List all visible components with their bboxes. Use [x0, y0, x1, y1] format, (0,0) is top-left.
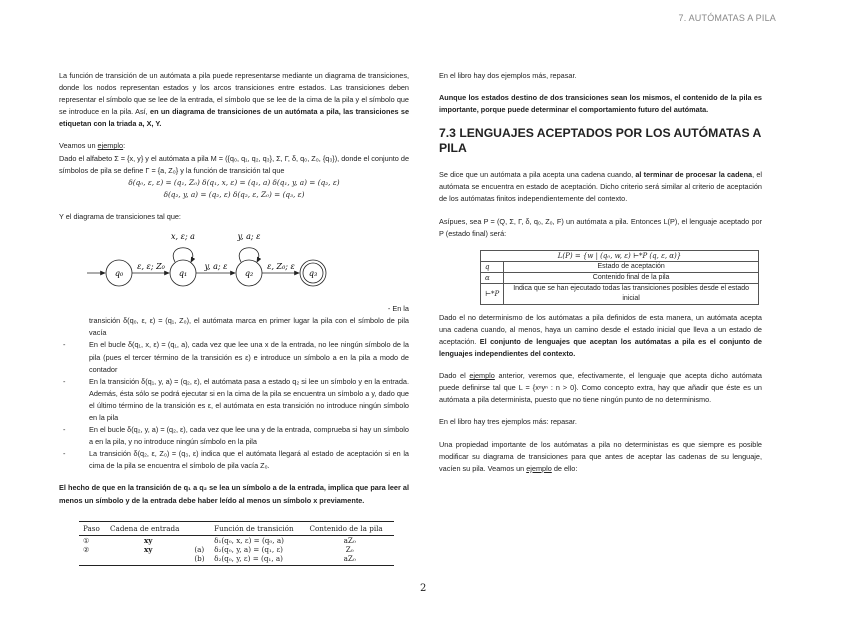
bullet-first-head: - En la	[387, 304, 409, 314]
trace-header: Contenido de la pila	[305, 521, 394, 535]
list-item: - En la transición δ(q₁, y, a) = (q₂, ε), el autómata pasa a estado q₂ si lee un símbolo y en la entrada. Además, ésta sólo se podrá ejecutar si en la cima de la pila se encuentra un símbolo a y, dado que el último término de la transición es ε, el autómata en esta transición no introduce ningún símbolo en la pila	[89, 376, 409, 424]
p6-link[interactable]: ejemplo	[469, 371, 495, 381]
loop1-label: x, ε; a	[171, 232, 195, 242]
p3-text-c: , el autómata se encuentra en estado de aceptación. Dicho criterio será similar al criterio de aceptación de los autómatas finitos independientemente del contexto.	[439, 170, 763, 204]
acceptance-formula: L(P) = {w | (q₀, w, ε) ⊢*P (q, ε, α)}	[481, 250, 759, 261]
trace-cell: Z₀	[345, 544, 354, 554]
section-heading: 7.3 LENGUAJES ACEPTADOS POR LOS AUTÓMATAS A PILA	[439, 126, 761, 156]
formula-line-2: δ(q₂, y, a) = (q₂, ε) δ(q₂, ε, Z₀) = (q₃, ε)	[163, 189, 305, 199]
paragraph-8	[439, 439, 762, 475]
trace-cell	[190, 535, 210, 545]
table-row	[481, 250, 759, 261]
table-key: ⊢*P	[481, 283, 504, 304]
p3-text-a: Se dice que un autómata a pila acepta una cadena cuando,	[439, 170, 634, 180]
intro-text: La función de transición de un autómata a pila puede representarse mediante un diagrama de transiciones, donde los nodos representan estados y los arcos transiciones entre estados. Las transiciones deben representar el símbolo que se lee de la entrada, el símbolo que se lee de la cima de la pila y el símbolo que se introduce en la pila. Así,	[59, 71, 409, 117]
label-q3: q₃	[308, 269, 318, 279]
trace-cell	[79, 554, 106, 566]
formula-line-1: δ(q₀, ε, ε) = (q₁, Z₀) δ(q₁, x, ε) = (q₁, a) δ(q₁, y, a) = (q₂, ε)	[128, 177, 340, 187]
paragraph-2: Aunque los estados destino de dos transiciones sean los mismos, el contenido de la pila es importante, porque puede determinar el comportamiento futuro del autómata.	[439, 93, 762, 115]
left-column	[59, 70, 409, 566]
paragraph-6	[439, 370, 762, 406]
table-value: Indica que se han ejecutado todas las transiciones posibles desde el estado inicial	[504, 283, 759, 304]
p6-text-a: Dado el	[439, 371, 466, 381]
trace-cell	[106, 554, 190, 566]
bullet-first	[89, 303, 409, 339]
p5-bold: El conjunto de lenguajes que aceptan los autómatas a pila es el conjunto de lenguajes independientes del contexto.	[439, 336, 762, 359]
example-link[interactable]: ejemplo	[97, 141, 124, 151]
table-row	[79, 545, 394, 554]
intro-paragraph	[59, 70, 409, 130]
running-header: 7. AUTÓMATAS A PILA	[678, 13, 776, 23]
transition-diagram	[59, 225, 409, 297]
p5-text: Dado el no determinismo de los autómatas a pila definidos de esta manera, un autómata acepta una cadena cuando, al menos, haya un camino desde el estado inicial que lleva a un estado de aceptación.	[439, 312, 762, 346]
given-text: Dado el alfabeto Σ = {x, y} y el autómata a pila M = ({q₀, q₁, q₂, q₃}, Σ, Γ, δ, q₀, Z₀, {q₃}), donde el conjunto de símbolos de pila se define Γ = {a, Z₀} y la función de transición tal que	[59, 153, 409, 175]
label-q0: q₀	[114, 269, 124, 279]
example-colon: :	[123, 141, 126, 151]
page-number: 2	[420, 583, 427, 594]
closing-bold: El hecho de que en la transición de q₁ a q₂ se lea un símbolo a de la entrada, implica que para leer al menos un símbolo y de la entrada debe haber leído al menos un símbolo x previamente.	[59, 483, 409, 505]
trace-header: Función de transición	[210, 521, 305, 535]
trace-cell: ②	[83, 544, 90, 554]
table-key: q	[481, 261, 504, 272]
table-row	[79, 535, 394, 545]
table-row	[481, 272, 759, 283]
trace-cell: xy	[143, 544, 153, 554]
table-row	[481, 261, 759, 272]
trace-header-row	[79, 521, 394, 535]
right-column	[439, 70, 762, 485]
p8-text-b: de ello:	[553, 463, 578, 473]
trace-cell: xy	[143, 535, 153, 545]
paragraph-1: En el libro hay dos ejemplos más, repasar.	[439, 71, 577, 80]
trace-cell: (b)	[190, 554, 210, 566]
table-row	[481, 283, 759, 304]
list-item: - En el bucle δ(q₂, y, a) = (q₂, ε), cada vez que lee una y de la entrada, comprueba si hay un símbolo a en la pila, y no introduce ningún símbolo en la pila	[89, 424, 409, 448]
paragraph-4: Asípues, sea P = (Q, Σ, Γ, δ, q₀, Z₀, F) un autómata a pila. Entonces L(P), el lenguaje aceptado por P (estado final) será:	[439, 216, 762, 238]
list-item: - En el bucle δ(q₁, x, ε) = (q₁, a), cada vez que lee una x de la entrada, no lee ningún símbolo de la pila (pues el tercer término de la transición es ε) e introduce un símbolo a en la pila a modo de contador	[89, 339, 409, 375]
example-lead-text: Veamos un	[59, 141, 96, 151]
paragraph-5	[439, 312, 762, 360]
bullet-first-tail: En la	[392, 304, 409, 314]
edge2-label: ε, Z₀; ε	[267, 262, 295, 272]
bullet-list	[89, 339, 409, 472]
loop2-label: y, a; ε	[237, 232, 261, 242]
table-value: Estado de aceptación	[504, 261, 759, 272]
edge1-label: y, a; ε	[204, 262, 228, 272]
list-item: - La transición δ(q₂, ε, Z₀) = (q₃, ε) indica que el autómata llegará al estado de aceptación si en la cima de la pila se encuentra el símbolo de pila vacía Z₀.	[89, 448, 409, 472]
table-row	[79, 554, 394, 566]
diagram-intro: Y el diagrama de transiciones tal que:	[59, 211, 181, 221]
trace-cell: δ₂(q₀, y, ε) = (q₁, a)	[210, 554, 305, 566]
trace-header	[190, 521, 210, 535]
trace-cell: aZ₀	[343, 535, 356, 545]
p6-text-b: anterior, veremos que, efectivamente, el lenguaje que acepta dicho autómata puede definirse tal que L = {xⁿyⁿ : n > 0}. Como concepto extra, hay que añadir que éste es un autómata a pila determinista, puesto que no tiene ningún punto de no determinismo.	[439, 371, 762, 405]
trace-cell: δ₂(q₀, y, a) = (q₁, ε)	[214, 544, 283, 554]
trace-cell: aZ₀	[305, 554, 394, 566]
label-q2: q₂	[244, 269, 254, 279]
edge0-label: ε, ε; Z₀	[137, 262, 165, 272]
bullet-first-body: transición δ(q₀, ε, ε) = (q₁, Z₀), el autómata marca en primer lugar la pila con el símbolo de pila vacía	[89, 316, 409, 338]
p3-bold: al terminar de procesar la cadena	[635, 170, 753, 180]
trace-cell: δ₁(q₀, x, ε) = (q₀, a)	[214, 535, 284, 545]
trace-table	[79, 521, 394, 566]
label-q1: q₁	[178, 269, 188, 279]
acceptance-table	[480, 250, 759, 305]
paragraph-7: En el libro hay tres ejemplos más: repasar.	[439, 417, 577, 427]
trace-cell: ①	[83, 535, 90, 545]
paragraph-3	[439, 169, 762, 205]
trace-header: Paso	[79, 521, 106, 535]
p8-link[interactable]: ejemplo	[526, 463, 552, 473]
table-key: α	[481, 272, 504, 283]
intro-bold: en un diagrama de transiciones de un autómata a pila, las transiciones se etiquetan con la triada a, X, Y.	[59, 107, 409, 129]
trace-header: Cadena de entrada	[106, 521, 190, 535]
p8-text-a: Una propiedad importante de los autómatas a pila no deterministas es que siempre es posible modificar su diagrama de transiciones para que antes de aceptar las cadenas de su lenguaje, vacíen su pila. Veamos un	[439, 439, 762, 473]
trace-cell: (a)	[194, 544, 205, 554]
example-lead	[59, 140, 409, 152]
table-value: Contenido final de la pila	[504, 272, 759, 283]
